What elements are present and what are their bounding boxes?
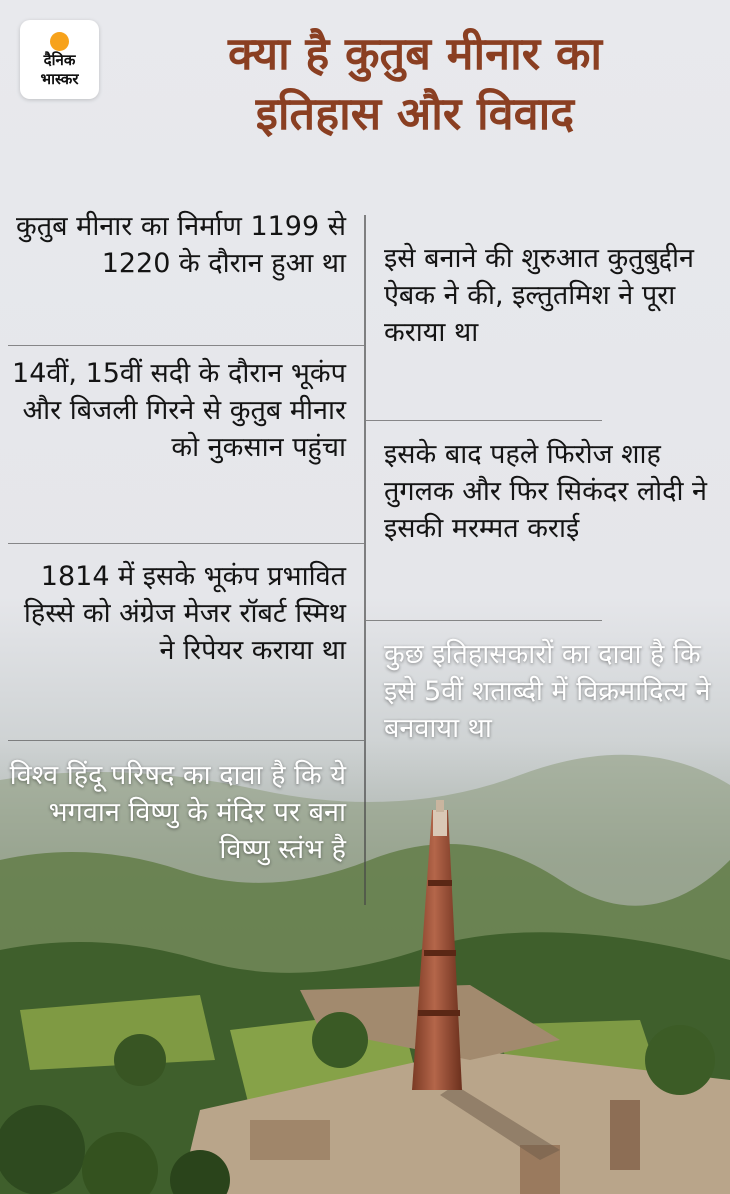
sun-icon [50,32,69,51]
fact-restoration: इसके बाद पहले फिरोज शाह तुगलक और फिर सिकंदर लोदी ने इसकी मरम्मत कराई [384,439,708,544]
right-divider-2 [366,620,602,621]
left-divider-3 [8,740,364,741]
logo-text-line1: दैनिक [43,51,76,69]
dainik-bhaskar-logo [20,20,99,99]
logo-text-line2: भास्कर [40,70,79,88]
fact-repair-1814: 1814 में इसके भूकंप प्रभावित हिस्से को अंग्रेज मेजर रॉबर्ट स्मिथ ने रिपेयर कराया था [23,561,346,666]
right-divider-1 [366,420,602,421]
left-divider-2 [8,543,364,544]
center-divider [364,215,366,905]
fact-construction: कुतुब मीनार का निर्माण 1199 से 1220 के दौरान हुआ था [16,211,346,279]
title-line1: क्या है कुतुब मीनार का [227,27,603,80]
page-title [100,24,730,144]
fact-builders: इसे बनाने की शुरुआत कुतुबुद्दीन ऐबक ने की, इल्तुतमिश ने पूरा कराया था [384,243,695,348]
title-line2: इतिहास और विवाद [255,87,575,140]
left-divider-1 [8,345,364,346]
fact-historians-claim: कुछ इतिहासकारों का दावा है कि इसे 5वीं शताब्दी में विक्रमादित्य ने बनवाया था [384,639,711,744]
fact-damage: 14वीं, 15वीं सदी के दौरान भूकंप और बिजली गिरने से कुतुब मीनार को नुकसान पहुंचा [12,358,346,463]
fact-vhp-claim: विश्व हिंदू परिषद का दावा है कि ये भगवान विष्णु के मंदिर पर बना विष्णु स्तंभ है [9,760,346,865]
